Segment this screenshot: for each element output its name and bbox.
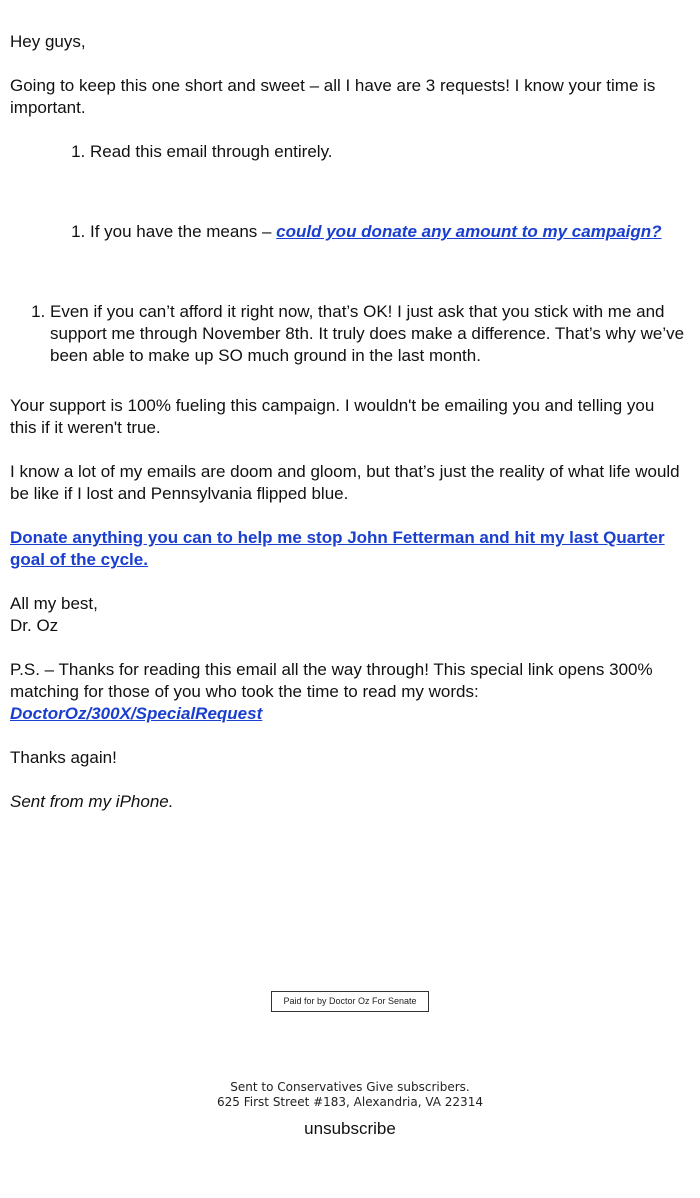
request-list-2 xyxy=(10,221,685,243)
request-item-donate xyxy=(90,221,685,243)
sent-to-text: Sent to Conservatives Give subscribers. xyxy=(230,1080,470,1094)
address-text: 625 First Street #183, Alexandria, VA 22314 xyxy=(217,1095,483,1109)
signature: Dr. Oz xyxy=(10,616,59,635)
thanks-again: Thanks again! xyxy=(10,748,117,767)
ps-text: P.S. – Thanks for reading this email all the way through! This special link opens 300% matching for those of you who took the time to read my words: xyxy=(10,660,653,701)
paid-for-disclaimer: Paid for by Doctor Oz For Senate xyxy=(271,991,429,1012)
request-item-read: 1. Read this email through entirely. xyxy=(90,141,685,163)
request-list-3 xyxy=(10,301,685,367)
ps-paragraph xyxy=(10,659,685,725)
donate-any-amount-link[interactable]: could you donate any amount to my campaign? xyxy=(276,222,662,241)
support-paragraph: Your support is 100% fueling this campaign. I wouldn't be emailing you and telling you this if it weren't true. xyxy=(10,396,655,437)
footer-info xyxy=(0,1080,700,1110)
request-item-support: 1. Even if you can’t afford it right now, that’s OK! I just ask that you stick with me and support me through November 8th. It truly does make a difference. That’s why we’ve been able to make up SO much ground in the last month. xyxy=(50,301,685,367)
special-request-link[interactable]: DoctorOz/300X/SpecialRequest xyxy=(10,704,263,723)
email-body xyxy=(10,31,685,835)
signoff-block xyxy=(10,593,685,637)
sent-from-iphone: Sent from my iPhone. xyxy=(10,792,174,811)
unsubscribe-link[interactable]: unsubscribe xyxy=(304,1119,396,1138)
signoff: All my best, xyxy=(10,594,98,613)
greeting: Hey guys, xyxy=(10,32,86,51)
intro-paragraph: Going to keep this one short and sweet – all I have are 3 requests! I know your time is important. xyxy=(10,76,656,117)
request-list-1 xyxy=(10,141,685,163)
donate-stop-fetterman-link[interactable]: Donate anything you can to help me stop John Fetterman and hit my last Quarter goal of the cycle. xyxy=(10,528,665,569)
request-donate-prefix: If you have the means – xyxy=(90,222,277,241)
doom-paragraph: I know a lot of my emails are doom and gloom, but that’s just the reality of what life would be like if I lost and Pennsylvania flipped blue. xyxy=(10,462,680,503)
